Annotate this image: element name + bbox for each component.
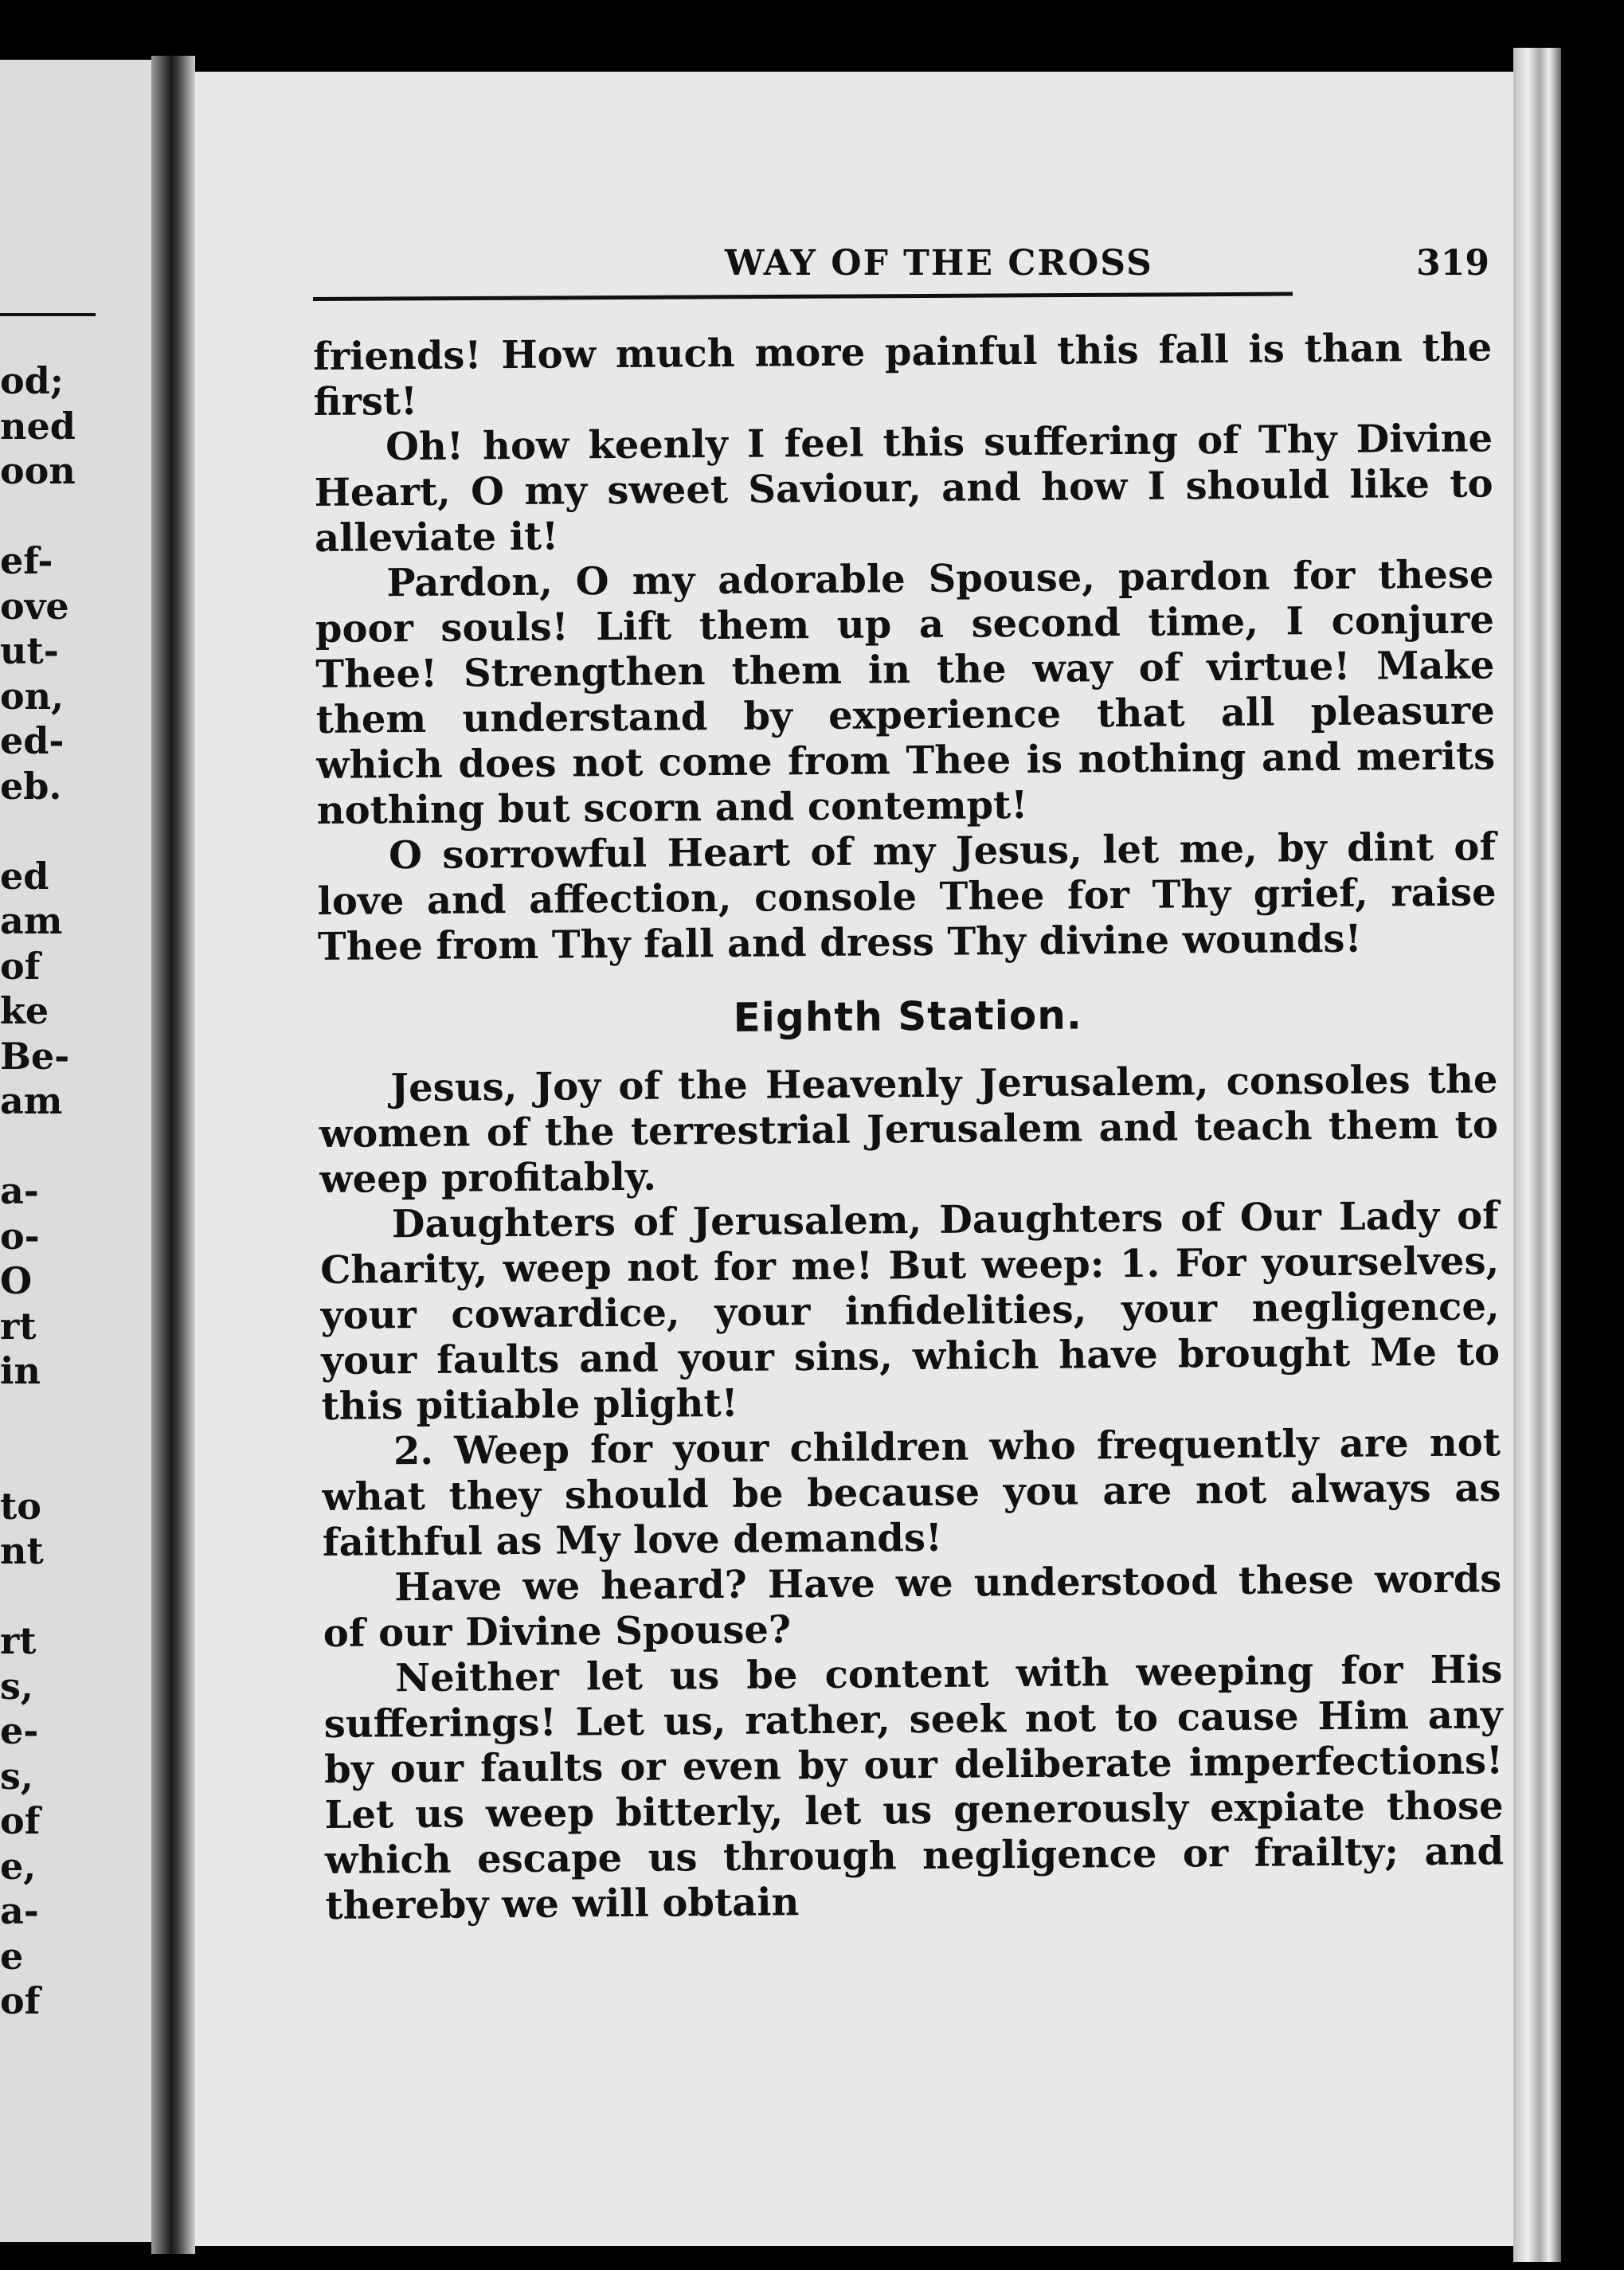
running-title: WAY OF THE CROSS xyxy=(725,243,1153,284)
station-heading: Eighth Station. xyxy=(733,992,1083,1041)
facing-page-fragment: ke xyxy=(0,989,49,1032)
facing-page-fragment: s, xyxy=(0,1754,33,1798)
facing-page-fragment: nt xyxy=(0,1529,44,1572)
facing-page-fragment: e- xyxy=(0,1709,39,1752)
paragraph: Neither let us be content with weeping for His sufferings! Let us, rather, seek not to cause Him any by our faults or even by our deliberate imperfections! Let us weep bitterly, let us generously expiate those which escape us through negligence or frailty; and thereby we will obtain xyxy=(323,1647,1505,1928)
facing-page-fragment: ed xyxy=(0,854,49,898)
facing-page-fragment: O xyxy=(0,1259,33,1302)
facing-page-fragment: ed- xyxy=(0,719,65,762)
book-gutter xyxy=(151,56,195,2254)
facing-page-fragment: rt xyxy=(0,1304,37,1348)
facing-page-fragment: ove xyxy=(0,584,69,628)
paragraph: Daughters of Jerusalem, Daughters of Our Lady of Charity, weep not for me! But weep: 1. For yourselves, your cowardice, your infidelities, your negligence, your faults and your sins, which have brought Me to this pitiable plight! xyxy=(320,1193,1501,1429)
paragraph: Oh! how keenly I feel this suffering of Thy Divine Heart, O my sweet Saviour, and how I should like to alleviate it! xyxy=(314,416,1493,561)
facing-page-fragment: ned xyxy=(0,404,76,448)
paragraph: friends! How much more painful this fall is than the first! xyxy=(313,325,1493,425)
facing-page-fragment: ef- xyxy=(0,539,53,582)
facing-page-fragment: Be- xyxy=(0,1034,70,1078)
book-page xyxy=(195,72,1549,2246)
facing-page-fragment: a- xyxy=(0,1889,39,1932)
facing-page-fragment: e xyxy=(0,1934,24,1978)
facing-page-fragment: a- xyxy=(0,1169,39,1212)
facing-page-fragment: o- xyxy=(0,1214,40,1258)
facing-page-rule xyxy=(0,313,96,316)
facing-page-fragment: of xyxy=(0,1979,41,2022)
page-body xyxy=(313,325,1505,1929)
facing-page-fragment: on, xyxy=(0,674,65,718)
facing-page-fragment: rt xyxy=(0,1619,37,1662)
facing-page-fragment: od; xyxy=(0,359,64,402)
facing-page-fragment: oon xyxy=(0,449,76,492)
page-number: 319 xyxy=(1416,243,1489,284)
paragraph: Jesus, Joy of the Heavenly Jerusalem, consoles the women of the terrestrial Jerusalem and teach them to weep profitably. xyxy=(319,1057,1499,1202)
facing-page-fragment: eb. xyxy=(0,764,62,808)
facing-page-fragment: am xyxy=(0,1079,63,1122)
paragraph: O sorrowful Heart of my Jesus, let me, by dint of love and affection, console Thee for Thy grief, raise Thee from Thy fall and dress Thy divine wounds! xyxy=(317,824,1497,969)
facing-page-fragment: of xyxy=(0,944,41,988)
paragraph: 2. Weep for your children who frequently are not what they should be because you are not always as faithful as My love demands! xyxy=(322,1420,1501,1565)
page-edge xyxy=(1513,48,1561,2262)
facing-page-fragment: e, xyxy=(0,1844,37,1888)
facing-page-fragment: am xyxy=(0,899,63,942)
facing-page xyxy=(0,60,159,2242)
facing-page-fragment: in xyxy=(0,1349,41,1392)
facing-page-fragment: to xyxy=(0,1484,41,1528)
facing-page-fragment: s, xyxy=(0,1664,33,1708)
paragraph: Pardon, O my adorable Spouse, pardon for these poor souls! Lift them up a second time, I conjure Thee! Strengthen them in the way of virtue! Make them understand by experience that all pleasure which does not come from Thee is nothing and merits nothing but scorn and contempt! xyxy=(315,552,1496,833)
facing-page-fragment: ut- xyxy=(0,629,59,672)
facing-page-fragment: of xyxy=(0,1799,41,1842)
paragraph: Have we heard? Have we understood these words of our Divine Spouse? xyxy=(323,1556,1502,1656)
